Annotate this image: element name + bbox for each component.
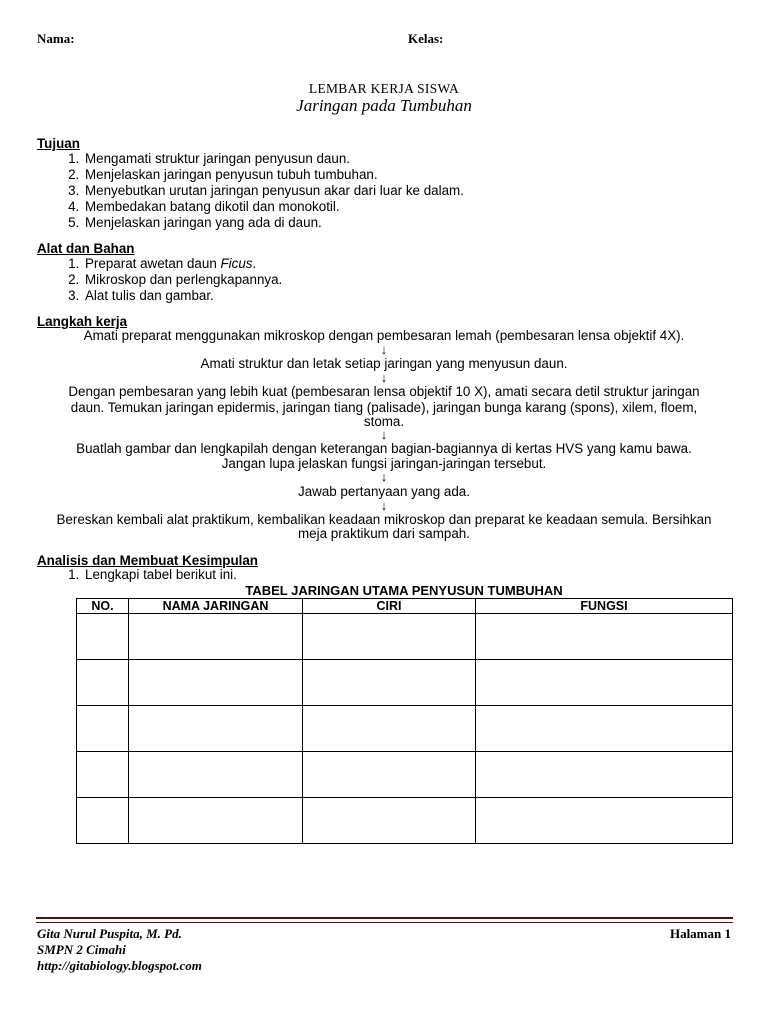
table-cell[interactable] (476, 752, 733, 798)
kelas-label: Kelas: (408, 31, 444, 46)
list-item-text: Preparat awetan daun (85, 256, 221, 271)
nama-label: Nama: (37, 31, 75, 46)
table-row (77, 798, 733, 844)
list-item-end: . (252, 256, 257, 271)
table-cell[interactable] (476, 660, 733, 706)
table-row (77, 660, 733, 706)
footer-url[interactable]: http://gitabiology.blogspot.com (37, 958, 202, 973)
list-item: 1. Mengamati struktur jaringan penyusun daun. (83, 151, 743, 167)
list-item: 4. Membedakan batang dikotil dan monokotil. (83, 199, 743, 215)
down-arrow-icon: ↓ (380, 342, 388, 357)
list-item: 5. Menjelaskan jaringan yang ada di daun. (83, 215, 743, 231)
footer-school: SMPN 2 Cimahi (37, 942, 126, 957)
alat-list (37, 256, 743, 304)
page-subtitle: Jaringan pada Tumbuhan (296, 96, 472, 115)
column-header-ciri: CIRI (303, 599, 476, 614)
table-cell[interactable] (129, 614, 303, 660)
tujuan-heading: Tujuan (37, 136, 80, 151)
step-text: Buatlah gambar dan lengkapilah dengan keterangan bagian-bagiannya di kertas HVS yang kamu bawa. (76, 441, 692, 456)
table-header-row (77, 599, 733, 614)
step-text: daun. Temukan jaringan epidermis, jaringan tiang (palisade), jaringan bunga karang (spons), xilem, floem, (70, 400, 698, 415)
table-cell[interactable] (476, 798, 733, 844)
down-arrow-icon: ↓ (380, 498, 388, 513)
table-cell[interactable] (129, 706, 303, 752)
column-header-nama-jaringan: NAMA JARINGAN (129, 599, 303, 614)
table-row (77, 706, 733, 752)
table-cell[interactable] (476, 614, 733, 660)
step-text: Bereskan kembali alat praktikum, kembalikan keadaan mikroskop dan preparat ke keadaan semula. Bersihkan (56, 512, 712, 527)
table-cell[interactable] (129, 798, 303, 844)
footer-divider (36, 922, 733, 923)
table-cell[interactable] (303, 752, 476, 798)
page-title: LEMBAR KERJA SISWA (308, 81, 460, 96)
down-arrow-icon: ↓ (380, 370, 388, 385)
list-item: 2. Menjelaskan jaringan penyusun tubuh tumbuhan. (83, 167, 743, 183)
analisis-heading: Analisis dan Membuat Kesimpulan (37, 553, 258, 568)
list-item (83, 256, 743, 272)
list-item: 3. Alat tulis dan gambar. (83, 288, 743, 304)
tujuan-list (37, 151, 743, 231)
table-row (77, 614, 733, 660)
step-text: Jawab pertanyaan yang ada. (298, 484, 470, 499)
table-cell[interactable] (129, 660, 303, 706)
table-cell[interactable] (77, 614, 129, 660)
column-header-no: NO. (77, 599, 129, 614)
langkah-heading: Langkah kerja (37, 314, 128, 329)
column-header-fungsi: FUNGSI (476, 599, 733, 614)
jaringan-table (76, 598, 733, 844)
step-text: Dengan pembesaran yang lebih kuat (pembesaran lensa objektif 10 X), amati secara detil struktur jaringan (68, 384, 700, 399)
step-text: Jangan lupa jelaskan fungsi jaringan-jaringan tersebut. (221, 456, 547, 471)
table-cell[interactable] (303, 614, 476, 660)
list-item: 3. Menyebutkan urutan jaringan penyusun akar dari luar ke dalam. (83, 183, 743, 199)
table-cell[interactable] (77, 706, 129, 752)
step-text: stoma. (363, 414, 405, 429)
table-cell[interactable] (77, 752, 129, 798)
step-text: meja praktikum dari sampah. (298, 526, 470, 541)
species-name: Ficus (220, 256, 253, 271)
table-cell[interactable] (129, 752, 303, 798)
alat-heading: Alat dan Bahan (37, 241, 135, 256)
table-cell[interactable] (303, 798, 476, 844)
list-item: 2. Mikroskop dan perlengkapannya. (83, 272, 743, 288)
table-cell[interactable] (303, 660, 476, 706)
table-cell[interactable] (476, 706, 733, 752)
table-title: TABEL JARINGAN UTAMA PENYUSUN TUMBUHAN (245, 583, 563, 598)
list-item: 1. Lengkapi tabel berikut ini. (83, 567, 743, 583)
page-number: Halaman 1 (669, 926, 731, 941)
analisis-list (37, 567, 743, 583)
table-cell[interactable] (77, 798, 129, 844)
footer-divider (36, 917, 733, 919)
step-text: Amati preparat menggunakan mikroskop dengan pembesaran lemah (pembesaran lensa objektif 4X). (83, 328, 685, 343)
step-text: Amati struktur dan letak setiap jaringan yang menyusun daun. (200, 356, 568, 371)
footer-author: Gita Nurul Puspita, M. Pd. (37, 926, 182, 941)
down-arrow-icon: ↓ (380, 427, 388, 442)
table-cell[interactable] (303, 706, 476, 752)
table-cell[interactable] (77, 660, 129, 706)
table-row (77, 752, 733, 798)
down-arrow-icon: ↓ (380, 469, 388, 484)
